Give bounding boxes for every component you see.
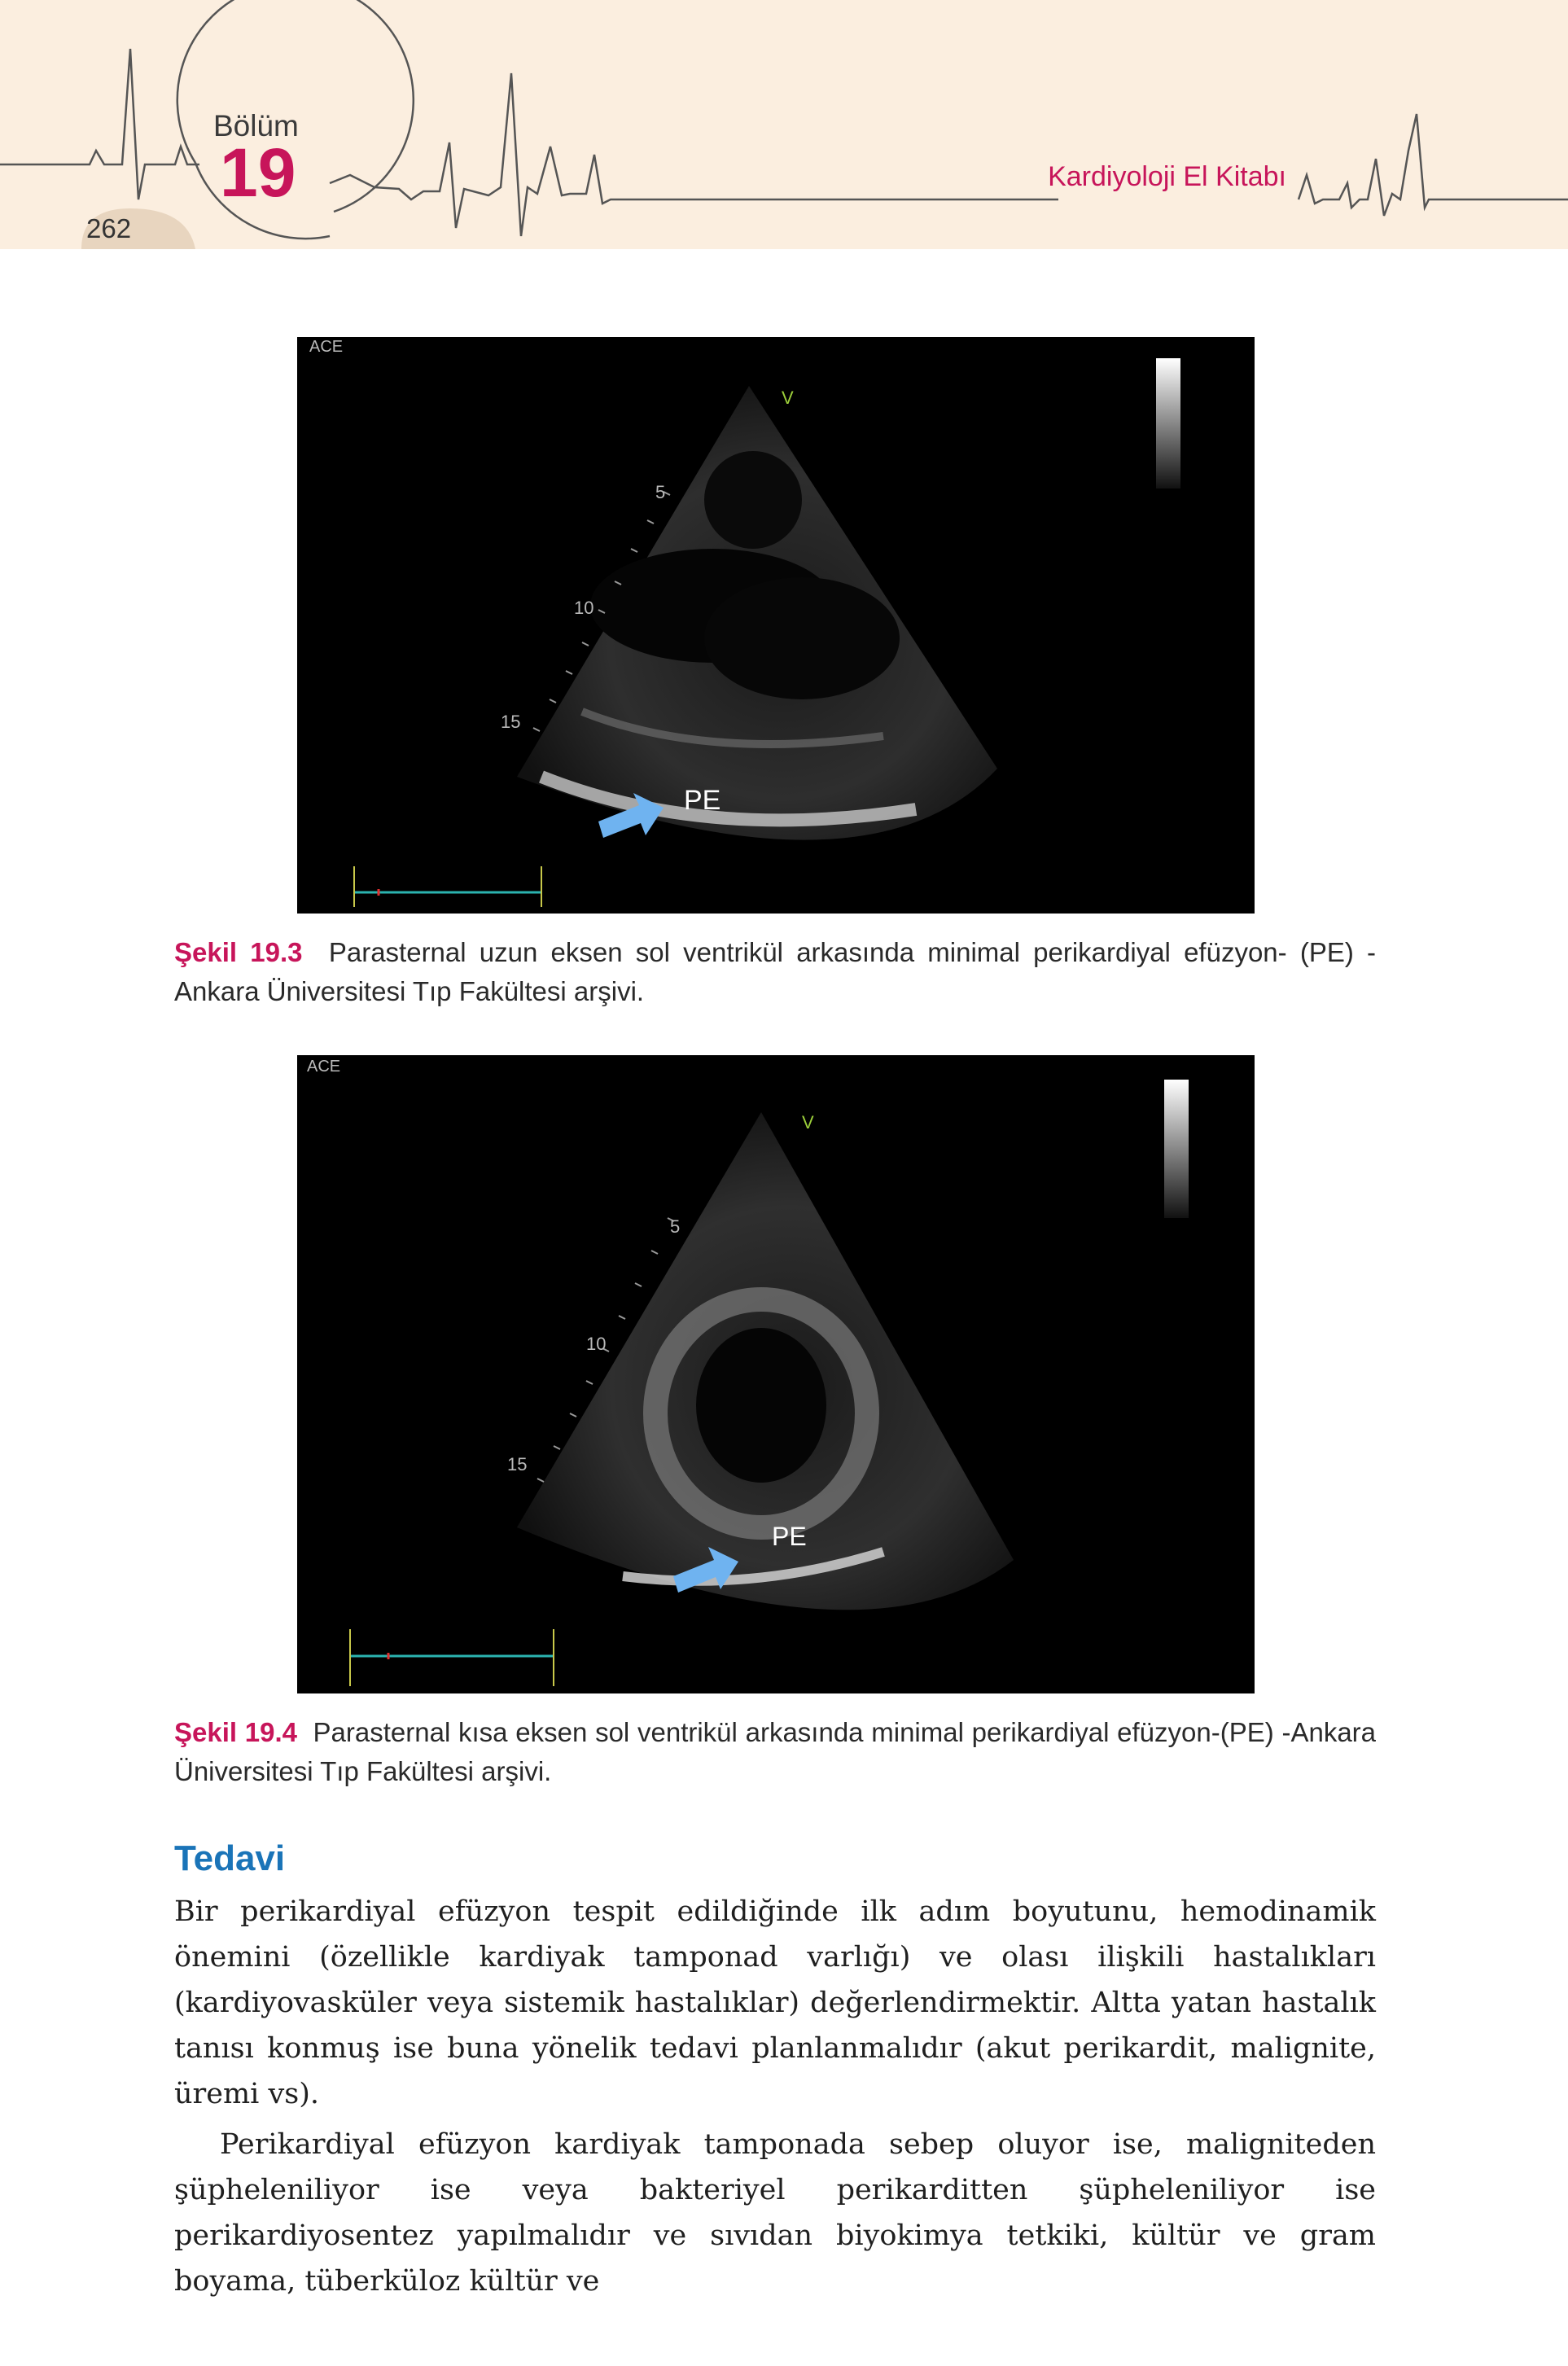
- depth-5-label: 5: [655, 482, 666, 502]
- pe-label: PE: [772, 1522, 807, 1551]
- caption-number: Şekil 19.4: [174, 1717, 298, 1747]
- grayscale-bar: [1156, 358, 1180, 489]
- caption-number: Şekil 19.3: [174, 937, 303, 967]
- depth-15-label: 15: [501, 712, 521, 732]
- page-number: 262: [86, 213, 132, 243]
- echo-image-long-axis: [297, 337, 1255, 914]
- echo-image-short-axis: [297, 1055, 1255, 1693]
- chapter-label: Bölüm: [213, 109, 299, 142]
- depth-10-label: 10: [574, 598, 594, 618]
- v-marker-label: V: [802, 1112, 814, 1133]
- paragraph: Bir perikardiyal efüzyon tespit edildiğinde ilk adım boyutunu, hemodinamik önemini (özellikle kardiyak tamponad varlığı) ve olası ilişkili hastalıkları (kardiyovasküler veya sistemik hastalıklar) değerlendirmektir. Altta yatan hastalık tanısı konmuş ise buna yönelik tedavi planlanmalıdır (akut perikardit, malignite, üremi vs).: [174, 1895, 1376, 2110]
- pe-label: PE: [684, 785, 721, 816]
- chapter-number: 19: [220, 134, 296, 211]
- section-title: Tedavi: [174, 1838, 286, 1878]
- ace-label: ACE: [307, 1058, 341, 1076]
- ace-label: ACE: [309, 338, 344, 356]
- v-marker-label: V: [782, 388, 794, 408]
- depth-15-label: 15: [507, 1454, 528, 1474]
- figure-caption-19-4: [174, 1713, 1376, 1791]
- depth-5-label: 5: [670, 1216, 681, 1237]
- caption-text: Parasternal kısa eksen sol ventrikül arkasında minimal perikardiyal efüzyon-(PE) -Ankara Üniversitesi Tıp Fakültesi arşivi.: [174, 1717, 1377, 1786]
- book-title: Kardiyoloji El Kitabı: [1048, 161, 1286, 192]
- grayscale-bar: [1164, 1080, 1189, 1218]
- page-header: [0, 0, 1568, 249]
- paragraph: Perikardiyal efüzyon kardiyak tamponada sebep oluyor ise, maligniteden şüpheleniliyor ise veya bakteriyel perikarditten şüpheleniliyor ise perikardiyosentez yapılmalıdır ve sıvıdan biyokimya tetkiki, kültür ve gram boyama, tüberküloz kültür ve: [174, 2128, 1376, 2298]
- section-body: [174, 1889, 1376, 2304]
- caption-text: Parasternal uzun eksen sol ventrikül arkasında minimal perikardiyal efüzyon- (PE) -Ankara Üniversitesi Tıp Fakültesi arşivi.: [174, 937, 1376, 1006]
- depth-10-label: 10: [586, 1334, 607, 1354]
- figure-caption-19-3: [174, 933, 1376, 1011]
